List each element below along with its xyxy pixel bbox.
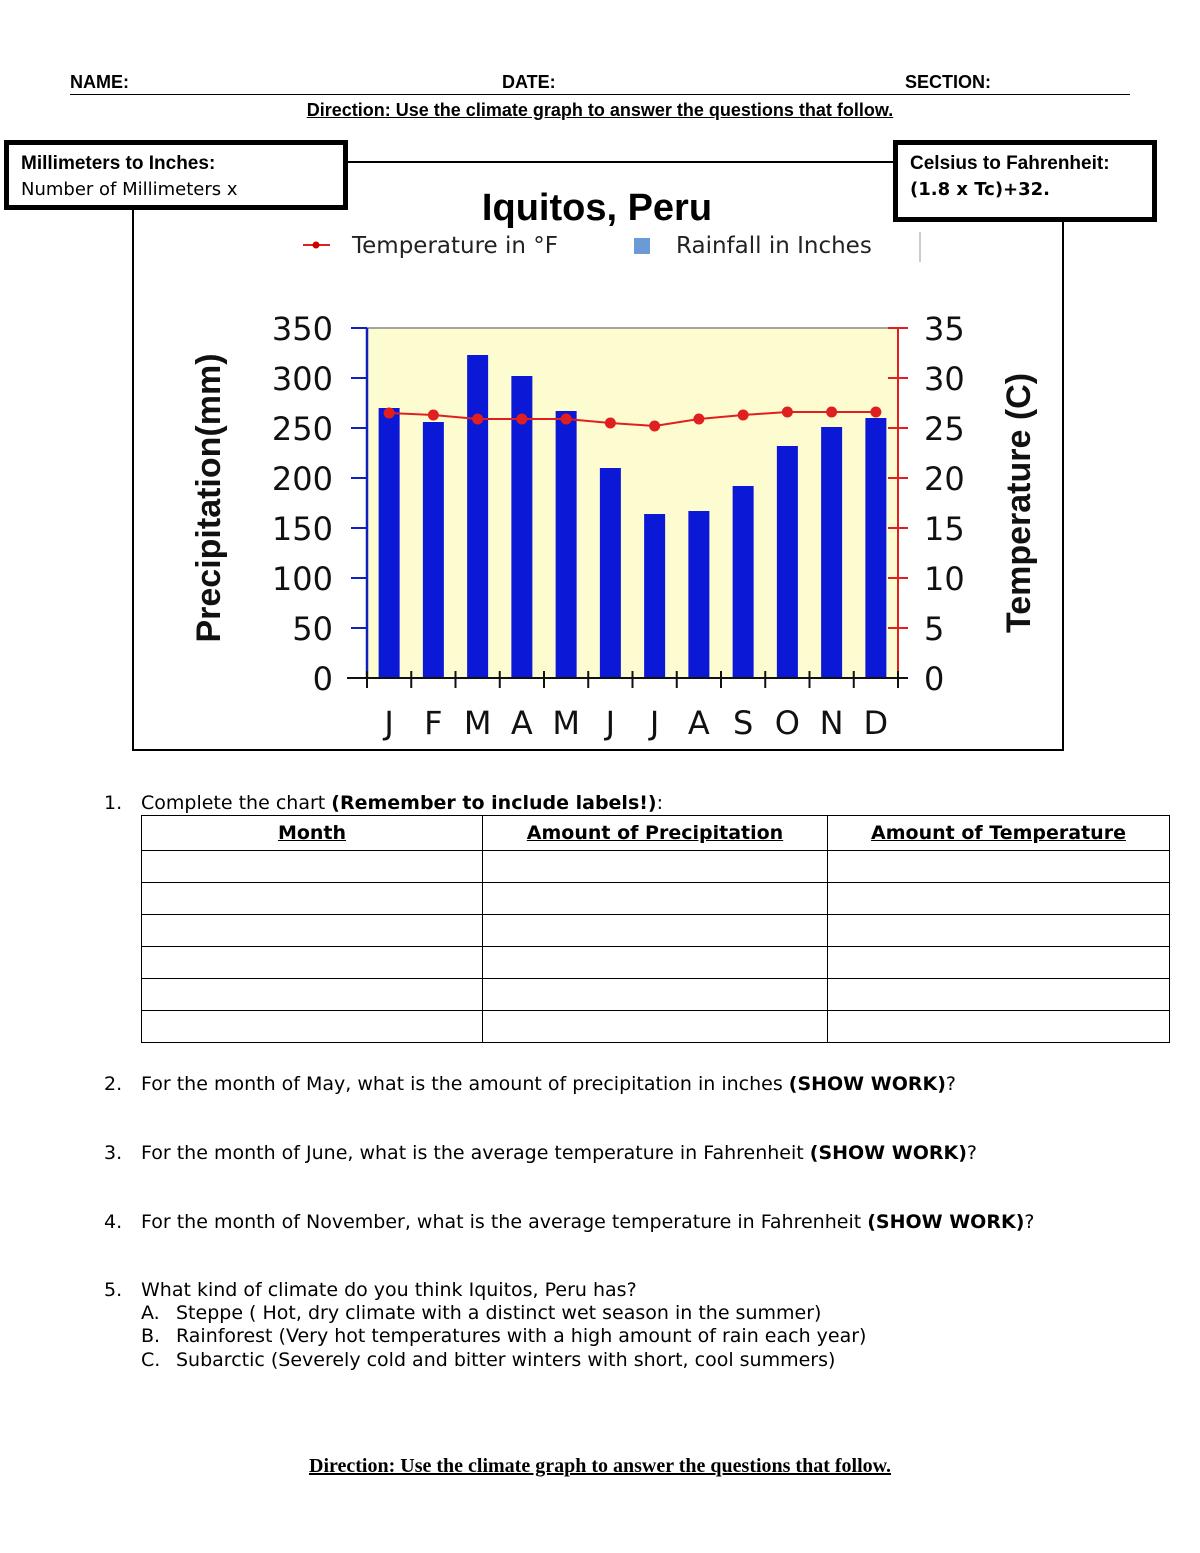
table-cell[interactable] xyxy=(483,947,828,979)
question-number: 4. xyxy=(104,1211,123,1233)
right-axis-label: Temperature (C) xyxy=(1000,372,1038,634)
legend-temp-label: Temperature in °F xyxy=(352,233,559,259)
x-tick-label: J xyxy=(649,704,660,742)
x-tick-label: A xyxy=(687,704,710,742)
legend-rain-label: Rainfall in Inches xyxy=(676,233,872,259)
direction-bottom: Direction: Use the climate graph to answer the questions that follow. xyxy=(309,1455,891,1477)
chart-title: Iquitos, Peru xyxy=(481,187,713,229)
precip-bar xyxy=(600,468,621,678)
x-tick-label: S xyxy=(732,704,754,742)
question-emphasis: (SHOW WORK) xyxy=(867,1211,1025,1233)
climate-chart xyxy=(0,0,1200,760)
column-header-precipitation: Amount of Precipitation xyxy=(483,816,828,851)
temperature-point xyxy=(384,408,395,419)
question-number: 2. xyxy=(104,1073,123,1095)
mm-to-inches-title: Millimeters to Inches: xyxy=(21,153,216,174)
legend-rain-swatch xyxy=(634,238,650,254)
column-header-month: Month xyxy=(142,816,483,851)
right-tick-label: 30 xyxy=(924,360,965,398)
temperature-point xyxy=(605,418,616,429)
table-cell[interactable] xyxy=(142,851,483,883)
right-tick-label: 35 xyxy=(924,310,965,348)
table-row xyxy=(142,851,1170,883)
x-tick-label: F xyxy=(424,704,443,742)
legend-temp-marker xyxy=(313,242,320,249)
question-text: Complete the chart xyxy=(141,792,332,814)
temperature-point xyxy=(738,410,749,421)
table-cell[interactable] xyxy=(483,851,828,883)
temperature-point xyxy=(561,414,572,425)
table-cell[interactable] xyxy=(828,883,1170,915)
left-tick-label: 50 xyxy=(292,610,333,648)
question-emphasis: (Remember to include labels!) xyxy=(331,792,657,814)
left-tick-label: 0 xyxy=(312,660,333,698)
table-row xyxy=(142,1011,1170,1043)
table-cell[interactable] xyxy=(142,1011,483,1043)
right-tick-label: 10 xyxy=(924,560,965,598)
option-text: Rainforest (Very hot temperatures with a high amount of rain each year) xyxy=(176,1325,867,1347)
table-row xyxy=(142,979,1170,1011)
table-cell[interactable] xyxy=(483,979,828,1011)
x-tick-label: A xyxy=(510,704,533,742)
table-row xyxy=(142,947,1170,979)
x-tick-label: M xyxy=(463,704,492,742)
table-cell[interactable] xyxy=(142,947,483,979)
question-text: For the month of November, what is the average temperature in Fahrenheit xyxy=(141,1211,868,1233)
x-tick-label: J xyxy=(384,704,394,742)
option-text: Subarctic (Severely cold and bitter winters with short, cool summers) xyxy=(176,1349,836,1371)
x-tick-label: O xyxy=(774,704,800,742)
precip-bar xyxy=(821,427,842,678)
table-row xyxy=(142,915,1170,947)
precip-bar xyxy=(865,418,886,678)
precip-bar xyxy=(423,422,444,678)
left-tick-label: 200 xyxy=(271,460,333,498)
temperature-point xyxy=(472,414,483,425)
table-cell[interactable] xyxy=(828,947,1170,979)
date-label: DATE: xyxy=(502,72,556,92)
table-cell[interactable] xyxy=(142,883,483,915)
option-letter: A. xyxy=(141,1302,160,1324)
precip-bar xyxy=(644,514,665,678)
x-tick-label: M xyxy=(552,704,580,742)
x-tick-label: D xyxy=(863,704,889,742)
left-tick-label: 250 xyxy=(271,410,333,448)
precip-bar xyxy=(467,355,488,678)
option-letter: C. xyxy=(141,1349,161,1371)
question-emphasis: (SHOW WORK) xyxy=(788,1073,946,1095)
right-tick-label: 15 xyxy=(924,510,965,548)
left-tick-label: 350 xyxy=(271,310,333,348)
question-tail: : xyxy=(656,792,664,814)
option-letter: B. xyxy=(141,1325,161,1347)
table-cell[interactable] xyxy=(483,883,828,915)
direction-top: Direction: Use the climate graph to answer the questions that follow. xyxy=(306,100,894,120)
plot-area xyxy=(367,328,898,678)
table-cell[interactable] xyxy=(142,979,483,1011)
question-number: 3. xyxy=(104,1142,123,1164)
precip-bar xyxy=(379,408,400,678)
table-row xyxy=(142,883,1170,915)
column-header-temperature: Amount of Temperature xyxy=(828,816,1170,851)
temperature-point xyxy=(516,414,527,425)
answer-table xyxy=(141,815,1170,1043)
table-cell[interactable] xyxy=(142,915,483,947)
precip-bar xyxy=(556,411,577,678)
mm-to-inches-box xyxy=(4,140,348,210)
temperature-point xyxy=(782,407,793,418)
question-tail: ? xyxy=(945,1073,956,1095)
question-text: For the month of May, what is the amount of precipitation in inches xyxy=(141,1073,789,1095)
question-tail: ? xyxy=(966,1142,977,1164)
x-tick-label: N xyxy=(819,704,844,742)
left-axis-label: Precipitation(mm) xyxy=(190,353,228,643)
table-cell[interactable] xyxy=(828,851,1170,883)
question-text: What kind of climate do you think Iquitos, Peru has? xyxy=(141,1279,637,1301)
temperature-point xyxy=(870,407,881,418)
precip-bar xyxy=(733,486,754,678)
table-cell[interactable] xyxy=(483,915,828,947)
precip-bar xyxy=(688,511,709,678)
table-cell[interactable] xyxy=(828,979,1170,1011)
x-tick-label: J xyxy=(605,704,616,742)
left-tick-label: 100 xyxy=(271,560,333,598)
celsius-to-fahrenheit-formula: (1.8 x Tc)+32. xyxy=(910,179,1051,200)
left-tick-label: 300 xyxy=(271,360,333,398)
precip-bar xyxy=(777,446,798,678)
table-cell[interactable] xyxy=(828,1011,1170,1043)
right-tick-label: 20 xyxy=(924,460,965,498)
right-tick-label: 25 xyxy=(924,410,965,448)
mm-to-inches-text: Number of Millimeters x xyxy=(21,179,238,200)
question-emphasis: (SHOW WORK) xyxy=(809,1142,967,1164)
temperature-point xyxy=(826,407,837,418)
section-label: SECTION: xyxy=(905,72,992,92)
right-tick-label: 5 xyxy=(924,610,945,648)
option-text: Steppe ( Hot, dry climate with a distinct wet season in the summer) xyxy=(176,1302,822,1324)
celsius-to-fahrenheit-box xyxy=(893,140,1157,222)
question-number: 5. xyxy=(104,1279,123,1301)
temperature-point xyxy=(693,414,704,425)
question-number: 1. xyxy=(104,792,123,814)
question-text: For the month of June, what is the average temperature in Fahrenheit xyxy=(141,1142,810,1164)
celsius-to-fahrenheit-title: Celsius to Fahrenheit: xyxy=(910,153,1110,174)
right-tick-label: 0 xyxy=(924,660,945,698)
question-tail: ? xyxy=(1024,1211,1035,1233)
table-cell[interactable] xyxy=(483,1011,828,1043)
table-cell[interactable] xyxy=(828,915,1170,947)
name-label: NAME: xyxy=(70,72,129,92)
temperature-point xyxy=(649,421,660,432)
temperature-point xyxy=(428,410,439,421)
left-tick-label: 150 xyxy=(271,510,333,548)
